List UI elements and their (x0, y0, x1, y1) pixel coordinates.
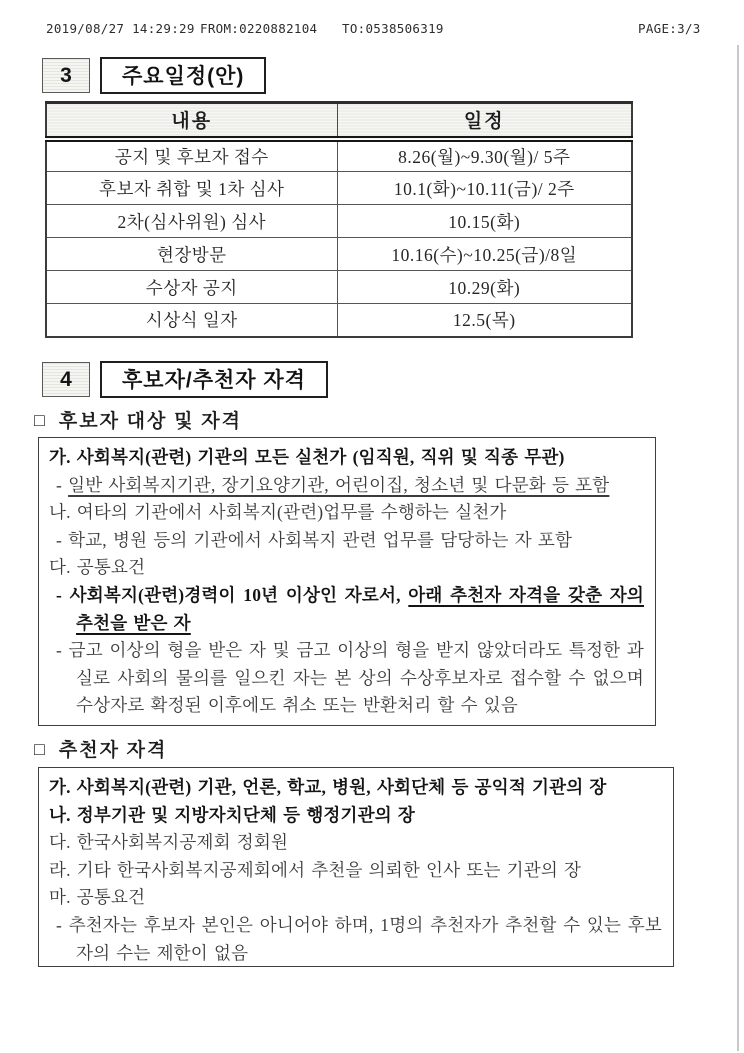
schedule-item-cell: 후보자 취합 및 1차 심사 (46, 172, 337, 205)
section3-number-box: 3 (42, 58, 90, 93)
fax-from-number: FROM:0220882104 (200, 21, 318, 36)
schedule-row (46, 238, 632, 271)
schedule-row (46, 172, 632, 205)
section4-title: 후보자/추천자 자격 (100, 361, 328, 398)
schedule-row (46, 304, 632, 337)
text-segment: - (56, 474, 69, 495)
text-segment: 가. 사회복지(관련) 기관, 언론, 학교, 병원, 사회단체 등 공익적 기관의 장 (49, 777, 607, 797)
recommender-subheading-label: 추천자 자격 (58, 740, 168, 761)
text-line (49, 527, 644, 555)
text-segment: - 추천자는 후보자 본인은 아니어야 하며, 1명의 추천자가 추천할 수 있는 후보자의 수는 제한이 없음 (56, 914, 662, 963)
fax-datetime: 2019/08/27 14:29:29 (46, 21, 195, 36)
candidate-subheading (34, 406, 242, 433)
square-bullet-icon: □ (34, 410, 47, 430)
schedule-header-content: 내용 (46, 103, 337, 139)
recommender-subheading (34, 735, 167, 762)
text-line (49, 912, 662, 967)
text-segment: 나. 정부기관 및 지방자치단체 등 행정기관의 장 (49, 804, 416, 825)
schedule-row (46, 205, 632, 238)
schedule-item-cell: 공지 및 후보자 접수 (46, 139, 337, 172)
text-line (49, 802, 662, 830)
fax-transmission-header (0, 0, 744, 44)
section3-heading (42, 58, 266, 94)
schedule-header-date: 일정 (337, 103, 632, 139)
schedule-row (46, 139, 632, 172)
schedule-date-cell: 12.5(목) (337, 304, 632, 337)
text-line (49, 582, 644, 637)
text-segment: 라. 기타 한국사회복지공제회에서 추천을 의뢰한 인사 또는 기관의 장 (49, 859, 582, 880)
text-line (49, 884, 662, 912)
text-segment: - 사회복지(관련)경력이 10년 이상인 자로서, (56, 584, 409, 605)
text-segment: 나. 여타의 기관에서 사회복지(관련)업무를 수행하는 실천가 (49, 502, 507, 523)
fax-page-indicator: PAGE:3/3 (638, 21, 701, 36)
schedule-date-cell: 8.26(월)~9.30(월)/ 5주 (337, 139, 632, 172)
text-line (49, 554, 644, 582)
schedule-date-cell: 10.29(화) (337, 271, 632, 304)
candidate-qualification-box (38, 437, 656, 726)
text-line (49, 774, 662, 802)
text-segment: 가. 사회복지(관련) 기관의 모든 실천가 (임직원, 직위 및 직종 무관) (49, 447, 565, 467)
schedule-item-cell: 시상식 일자 (46, 304, 337, 337)
text-line (49, 472, 644, 500)
section4-number-box: 4 (42, 362, 90, 397)
schedule-item-cell: 현장방문 (46, 238, 337, 271)
candidate-subheading-label: 후보자 대상 및 자격 (58, 411, 242, 432)
schedule-item-cell: 2차(심사위원) 심사 (46, 205, 337, 238)
text-segment: 일반 사회복지기관, 장기요양기관, 어린이집, 청소년 및 다문화 등 포함 (68, 474, 610, 495)
square-bullet-icon: □ (34, 739, 47, 759)
scan-edge-artifact (737, 45, 739, 1051)
text-line (49, 857, 662, 885)
section3-title: 주요일정(안) (100, 57, 266, 94)
schedule-date-cell: 10.1(화)~10.11(금)/ 2주 (337, 172, 632, 205)
schedule-date-cell: 10.15(화) (337, 205, 632, 238)
text-segment: - 금고 이상의 형을 받은 자 및 금고 이상의 형을 받지 않았더라도 특정한 과실로 사회의 물의를 일으킨 자는 본 상의 수상후보자로 접수할 수 없으며 수상자로 확정된 이후에도 취소 또는 반환처리 할 수 있음 (56, 640, 644, 716)
text-line (49, 499, 644, 527)
text-segment: 다. 공통요건 (49, 557, 146, 578)
text-segment: - 학교, 병원 등의 기관에서 사회복지 관련 업무를 담당하는 자 포함 (56, 529, 573, 550)
schedule-item-cell: 수상자 공지 (46, 271, 337, 304)
schedule-row (46, 271, 632, 304)
text-segment: 아래 추천자 자격을 갖춘 자의 추천을 받은 자 (76, 584, 644, 633)
fax-to-number: TO:0538506319 (342, 21, 444, 36)
text-line (49, 829, 662, 857)
recommender-qualification-box (38, 767, 674, 967)
text-line (49, 637, 644, 720)
text-line (49, 444, 644, 472)
schedule-header-row (46, 103, 632, 139)
schedule-table (45, 101, 633, 338)
text-segment: 마. 공통요건 (49, 887, 146, 908)
section4-heading (42, 362, 328, 398)
schedule-date-cell: 10.16(수)~10.25(금)/8일 (337, 238, 632, 271)
text-segment: 다. 한국사회복지공제회 정회원 (49, 832, 289, 853)
